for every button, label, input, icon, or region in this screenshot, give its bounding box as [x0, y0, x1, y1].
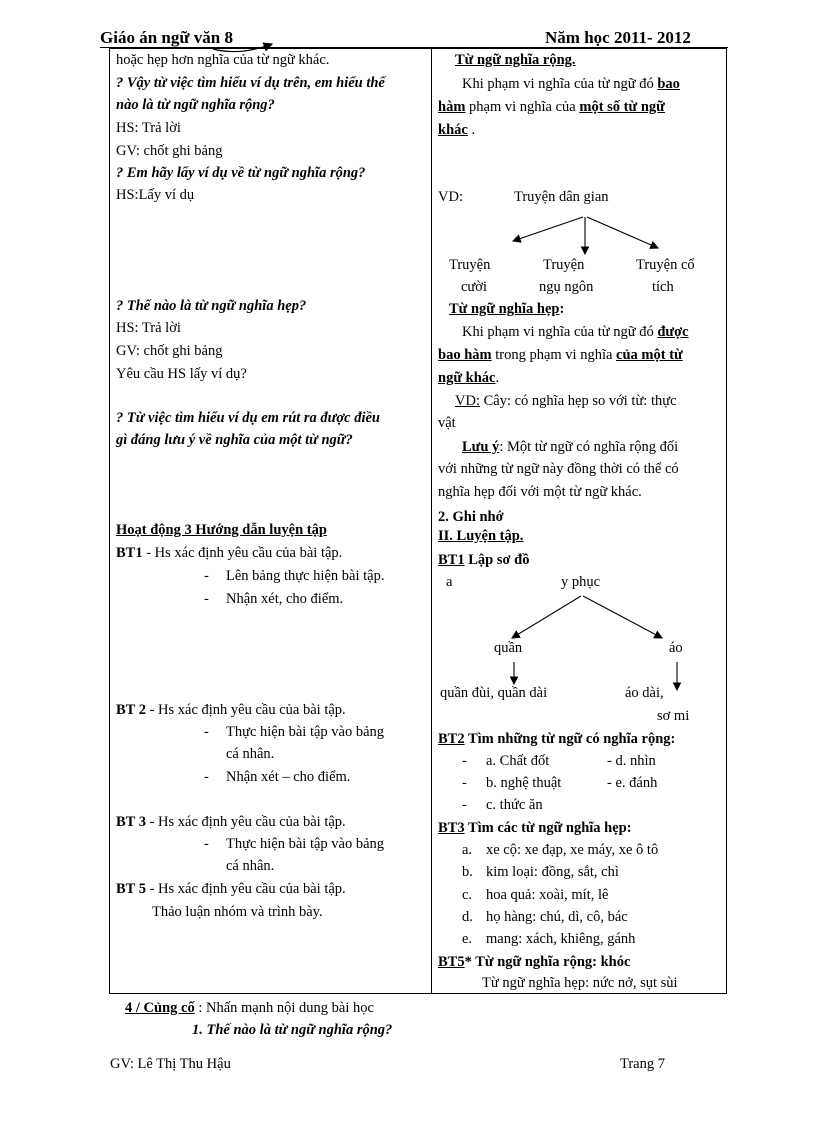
- text: .: [495, 370, 500, 386]
- teacher-note: GV: chốt ghi bảng: [116, 143, 223, 159]
- page-number: Trang 7: [620, 1056, 665, 1072]
- exercise-text: - Hs xác định yêu cầu của bài tập.: [142, 545, 343, 561]
- tree-leaf: áo dài,: [625, 685, 664, 701]
- exercise-label: BT 5: [116, 881, 146, 897]
- bullet-dash: -: [462, 797, 467, 813]
- bullet-text: Thực hiện bài tập vào bảng: [226, 836, 385, 852]
- activity-heading: Hoạt động 3 Hướng dẫn luyện tập: [116, 522, 327, 538]
- bullet-dash: -: [204, 591, 209, 607]
- text: :: [559, 301, 565, 317]
- bullet-dash: -: [204, 568, 209, 584]
- emphasis: một số từ ngữ: [579, 99, 665, 115]
- exercise-label: BT5: [438, 954, 465, 970]
- list-item: b. nghệ thuật: [486, 775, 562, 791]
- question: ? Vậy từ việc tìm hiểu ví dụ trên, em hiểu thế: [116, 75, 385, 91]
- bullet-text: Nhận xét – cho điểm.: [226, 769, 351, 785]
- consolidation-label: 4 / Củng cố: [125, 1000, 195, 1016]
- note-label: Lưu ý: [462, 439, 500, 455]
- header-year: Năm học 2011- 2012: [545, 28, 691, 47]
- teacher-name: GV: Lê Thị Thu Hậu: [110, 1056, 231, 1072]
- emphasis: được: [657, 324, 689, 340]
- exercise-text: - Hs xác định yêu cầu của bài tập.: [145, 702, 346, 718]
- practice-heading: II. Luyện tập.: [438, 528, 524, 544]
- tree-arrow: [587, 217, 658, 248]
- summary-heading: 2. Ghi nhớ: [438, 509, 504, 525]
- tree-leaf: Truyện cổ: [636, 257, 695, 273]
- bullet-dash: -: [204, 769, 209, 785]
- list-key: c.: [462, 887, 473, 903]
- exercise-text: - Hs xác định yêu cầu của bài tập.: [145, 881, 346, 897]
- section-heading: Từ ngữ nghĩa hẹp: [449, 301, 560, 317]
- emphasis: ngữ khác: [438, 370, 496, 386]
- bullet-text: Nhận xét, cho điểm.: [226, 591, 344, 607]
- tree-arrow: [512, 596, 581, 638]
- list-item: họ hàng: chú, dì, cô, bác: [486, 909, 628, 925]
- tree-leaf: Truyện: [449, 257, 491, 273]
- student-answer: HS: Trả lời: [116, 120, 181, 136]
- bullet-text: cá nhân.: [226, 858, 275, 874]
- consolidation-line: [125, 1000, 374, 1017]
- text: Khi phạm vi nghĩa của từ ngữ đó: [462, 324, 658, 340]
- student-answer: HS: Trả lời: [116, 320, 181, 336]
- tree-root: y phục: [561, 574, 601, 590]
- exercise-title: Tìm những từ ngữ có nghĩa rộng:: [464, 731, 676, 747]
- exercise-label: BT1: [438, 552, 465, 568]
- list-item: xe cộ: xe đạp, xe máy, xe ô tô: [486, 842, 659, 858]
- emphasis: khác: [438, 122, 468, 138]
- question: ? Thế nào là từ ngữ nghĩa hẹp?: [116, 298, 307, 314]
- bullet-text: Thực hiện bài tập vào bảng: [226, 724, 385, 740]
- text: phạm vi nghĩa của: [465, 99, 580, 115]
- bullet-dash: -: [204, 724, 209, 740]
- question: ? Từ việc tìm hiểu ví dụ em rút ra được điều: [116, 410, 380, 426]
- list-key: b.: [462, 864, 473, 880]
- text: Cây: có nghĩa hẹp so với từ: thực: [479, 393, 677, 409]
- exercise-title: Tìm các từ ngữ nghĩa hẹp:: [464, 820, 632, 836]
- exercise-text: Thảo luận nhóm và trình bày.: [152, 904, 323, 920]
- emphasis: bao hàm: [438, 347, 492, 363]
- tree-arrow: [583, 596, 662, 638]
- list-item: a. Chất đốt: [486, 753, 550, 769]
- exercise-title: Lập sơ đồ: [464, 552, 530, 568]
- text: : Nhấn mạnh nội dung bài học: [194, 1000, 374, 1016]
- list-key: d.: [462, 909, 473, 925]
- bullet-dash: -: [462, 753, 467, 769]
- emphasis: của một từ: [616, 347, 683, 363]
- header-title: Giáo án ngữ văn 8: [100, 28, 234, 47]
- text-line: nghĩa hẹp đối với một từ ngữ khác.: [438, 484, 642, 500]
- list-item: - e. đánh: [607, 775, 658, 791]
- text: : Một từ ngữ có nghĩa rộng đối: [499, 439, 679, 455]
- tree-label: a: [446, 574, 453, 590]
- section-heading: Từ ngữ nghĩa rộng.: [455, 52, 576, 68]
- example-label: VD:: [438, 189, 463, 205]
- text-line: hoặc hẹp hơn nghĩa của từ ngữ khác.: [116, 52, 330, 68]
- tree-leaf: Truyện: [543, 257, 585, 273]
- list-key: a.: [462, 842, 473, 858]
- exercise-label: BT1: [116, 545, 143, 561]
- tree-leaf: cười: [461, 279, 487, 295]
- bullet-dash: -: [462, 775, 467, 791]
- emphasis: bao: [657, 76, 680, 92]
- exercise-label: BT 3: [116, 814, 146, 830]
- list-item: c. thức ăn: [486, 797, 543, 813]
- example-label: VD:: [455, 393, 480, 409]
- list-item: - d. nhìn: [607, 753, 656, 769]
- exercise-title: * Từ ngữ nghĩa rộng: khóc: [464, 954, 631, 970]
- student-answer: HS:Lấy ví dụ: [116, 187, 195, 203]
- question: ? Em hãy lấy ví dụ về từ ngữ nghĩa rộng?: [116, 165, 366, 181]
- tree-leaf: sơ mi: [657, 708, 690, 724]
- bullet-text: Lên bảng thực hiện bài tập.: [226, 568, 385, 584]
- question: nào là từ ngữ nghĩa rộng?: [116, 97, 275, 113]
- question: gì đáng lưu ý về nghĩa của một từ ngữ?: [116, 432, 353, 448]
- emphasis: hàm: [438, 99, 466, 115]
- exercise-label: BT 2: [116, 702, 146, 718]
- text-line: với những từ ngữ này đồng thời có thể có: [438, 461, 679, 477]
- tree-leaf: tích: [652, 279, 674, 295]
- header-stroke: [213, 44, 272, 52]
- list-item: mang: xách, khiêng, gánh: [486, 931, 636, 947]
- bullet-dash: -: [204, 836, 209, 852]
- teacher-note: Yêu cầu HS lấy ví dụ?: [116, 366, 247, 382]
- text: Khi phạm vi nghĩa của từ ngữ đó: [462, 76, 658, 92]
- exercise-text: - Hs xác định yêu cầu của bài tập.: [145, 814, 346, 830]
- tree-leaf: ngụ ngôn: [539, 279, 594, 295]
- tree-node: quần: [494, 640, 523, 656]
- bullet-text: cá nhân.: [226, 746, 275, 762]
- tree-node: áo: [669, 640, 683, 656]
- exercise-label: BT2: [438, 731, 465, 747]
- exercise-label: BT3: [438, 820, 465, 836]
- list-item: kim loại: đồng, sắt, chì: [486, 864, 619, 880]
- question: 1. Thế nào là từ ngữ nghĩa rộng?: [192, 1022, 393, 1038]
- tree-leaf: quần đùi, quần dài: [440, 685, 548, 701]
- teacher-note: GV: chốt ghi bảng: [116, 343, 223, 359]
- list-key: e.: [462, 931, 473, 947]
- tree-root: Truyện dân gian: [514, 189, 609, 205]
- text-line: Từ ngữ nghĩa hẹp: nức nở, sụt sùi: [482, 975, 678, 991]
- text: .: [467, 122, 476, 138]
- tree-arrow: [513, 217, 583, 241]
- list-item: hoa quả: xoài, mít, lê: [486, 887, 609, 903]
- text: trong phạm vi nghĩa: [491, 347, 617, 363]
- text-line: vật: [438, 415, 456, 431]
